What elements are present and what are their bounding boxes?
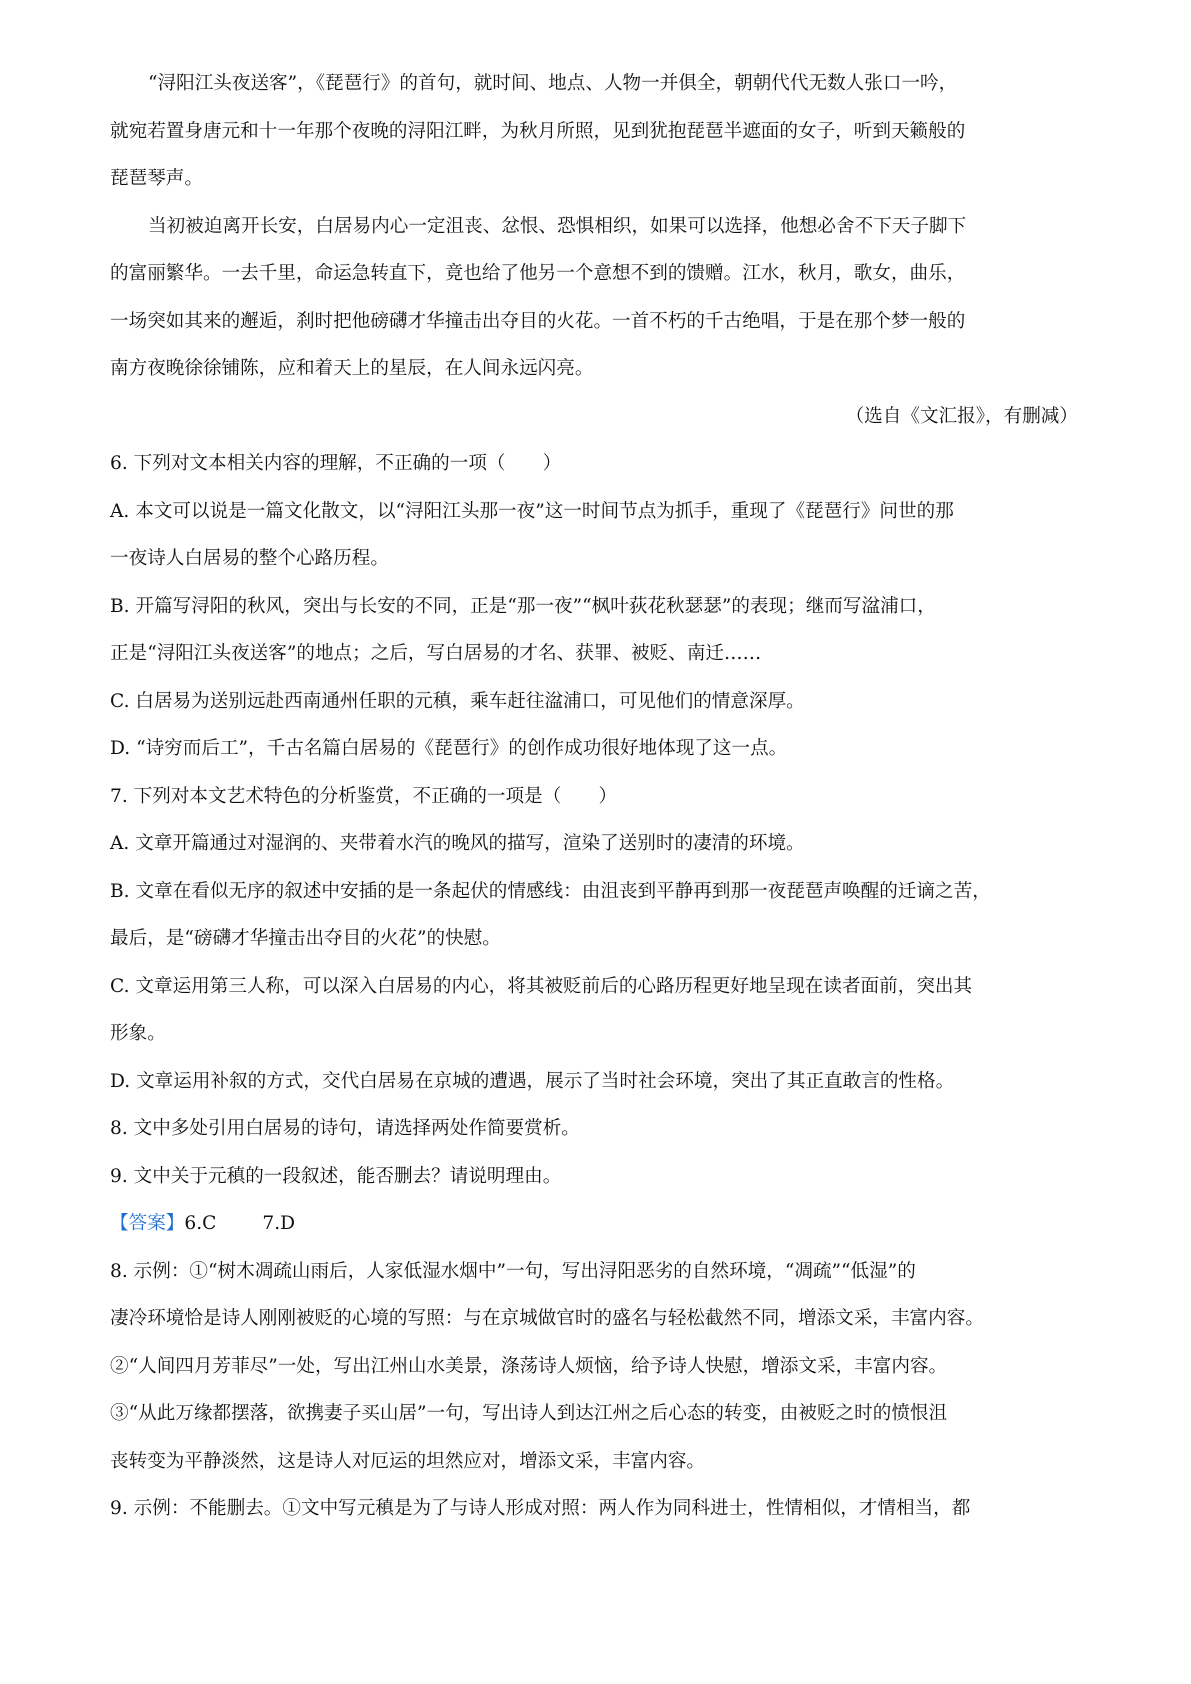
- passage-paragraph-2-line-1: 当初被迫离开长安，白居易内心一定沮丧、忿恨、恐惧相织，如果可以选择，他想必舍不下天子脚下: [148, 215, 967, 237]
- question-7-option-c-line-2: 形象。: [110, 1023, 166, 1044]
- passage-paragraph-1-line-2: 就宛若置身唐元和十一年那个夜晚的浔阳江畔，为秋月所照，见到犹抱琵琶半遮面的女子，听到天籁般的: [110, 120, 966, 142]
- question-7-option-b-line-2: 最后，是“磅礴才华撞击出夺目的火花”的快慰。: [110, 928, 501, 949]
- question-7-option-b-line-1: B. 文章在看似无序的叙述中安插的是一条起伏的情感线：由沮丧到平静再到那一夜琵琶声唤醒的迁谪之苦，: [110, 880, 991, 902]
- question-7-option-d: D. 文章运用补叙的方式，交代白居易在京城的遭遇，展示了当时社会环境，突出了其正直敢言的性格。: [110, 1070, 955, 1092]
- answer-key-line: [110, 1200, 1080, 1248]
- question-6-option-a-line-2: 一夜诗人白居易的整个心路历程。: [110, 548, 389, 569]
- answer-8-line-2: 凄冷环境恰是诗人刚刚被贬的心境的写照：与在京城做官时的盛名与轻松截然不同，增添文采，丰富内容。: [110, 1308, 984, 1329]
- answer-8-line-3: ②“人间四月芳菲尽”一处，写出江州山水美景，涤荡诗人烦恼，给予诗人快慰，增添文采，丰富内容。: [110, 1355, 948, 1377]
- question-6-option-b-line-1: B. 开篇写浔阳的秋风，突出与长安的不同，正是“那一夜”“枫叶荻花秋瑟瑟”的表现；继而写湓浦口，: [110, 595, 936, 617]
- passage-paragraph-1-line-3: 琵琶琴声。: [110, 168, 203, 189]
- passage-paragraph-1-line-1: “浔阳江头夜送客”，《琵琶行》的首句，就时间、地点、人物一并俱全，朝朝代代无数人张口一吟，: [148, 73, 958, 94]
- answer-8-line-5: 丧转变为平静淡然，这是诗人对厄运的坦然应对，增添文采，丰富内容。: [110, 1450, 706, 1472]
- answer-6: 6.C: [184, 1213, 217, 1234]
- question-6-option-d: D. “诗穷而后工”，千古名篇白居易的《琵琶行》的创作成功很好地体现了这一点。: [110, 738, 788, 759]
- document-page: [110, 60, 1080, 1533]
- question-9: 9. 文中关于元稹的一段叙述，能否删去？请说明理由。: [110, 1165, 562, 1187]
- answer-label: 【答案】: [110, 1213, 185, 1234]
- question-6-option-b-line-2: 正是“浔阳江头夜送客”的地点；之后，写白居易的才名、获罪、被贬、南迁……: [110, 643, 762, 664]
- passage-paragraph-2-line-2: 的富丽繁华。一去千里，命运急转直下，竟也给了他另一个意想不到的馈赠。江水，秋月，歌女，曲乐，: [110, 263, 966, 284]
- question-7-stem: 7. 下列对本文艺术特色的分析鉴赏，不正确的一项是（ ）: [110, 785, 618, 807]
- question-6-option-a-line-1: A. 本文可以说是一篇文化散文，以“浔阳江头那一夜”这一时间节点为抓手，重现了《琵琶行》问世的那: [110, 500, 954, 522]
- answer-8-line-1: 8. 示例：①“树木凋疏山雨后，人家低湿水烟中”一句，写出浔阳恶劣的自然环境，“凋疏”“低湿”的: [110, 1260, 916, 1282]
- question-6-stem: 6. 下列对文本相关内容的理解，不正确的一项（ ）: [110, 453, 562, 474]
- question-8: 8. 文中多处引用白居易的诗句，请选择两处作简要赏析。: [110, 1118, 580, 1139]
- answer-9-line-1: 9. 示例：不能删去。①文中写元稹是为了与诗人形成对照：两人作为同科进士，性情相似，才情相当，都: [110, 1498, 971, 1519]
- passage-paragraph-2-line-3: 一场突如其来的邂逅，刹时把他磅礴才华撞击出夺目的火花。一首不朽的千古绝唱，于是在那个梦一般的: [110, 310, 966, 332]
- answer-8-line-4: ③“从此万缘都摆落，欲携妻子买山居”一句，写出诗人到达江州之后心态的转变，由被贬之时的愤恨沮: [110, 1403, 948, 1424]
- question-6-option-c: C. 白居易为送别远赴西南通州任职的元稹，乘车赶往湓浦口，可见他们的情意深厚。: [110, 690, 805, 712]
- question-7-option-c-line-1: C. 文章运用第三人称，可以深入白居易的内心，将其被贬前后的心路历程更好地呈现在读者面前，突出其: [110, 975, 973, 997]
- answer-7: 7.D: [262, 1213, 296, 1234]
- question-7-option-a: A. 文章开篇通过对湿润的、夹带着水汽的晚风的描写，渲染了送别时的凄清的环境。: [110, 833, 805, 854]
- passage-source: （选自《文汇报》，有删减）: [845, 405, 1078, 427]
- passage-paragraph-2-line-4: 南方夜晚徐徐铺陈，应和着天上的星辰，在人间永远闪亮。: [110, 358, 594, 379]
